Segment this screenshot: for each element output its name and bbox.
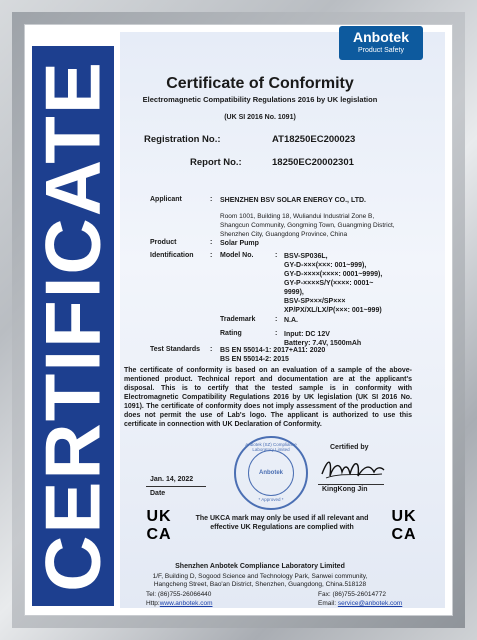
product-separator: : — [210, 239, 213, 246]
rating-label: Rating — [220, 330, 242, 337]
banner-text: CERTIFICATE — [28, 60, 117, 592]
seal-center-text: Anbotek — [259, 470, 283, 476]
seal-top-text: Anbotek (SZ) Compliance Laboratory Limited — [245, 442, 297, 452]
standards-separator: : — [210, 346, 213, 353]
anbotek-logo — [339, 26, 423, 60]
issue-date: Jan. 14, 2022 — [150, 476, 194, 483]
date-underline — [146, 486, 206, 487]
ukca-mark-bottom: CA — [391, 526, 417, 543]
website-link[interactable]: www.anbotek.com — [159, 600, 213, 607]
registration-value: AT18250EC200023 — [272, 134, 356, 145]
lab-fax: Fax: (86)755-26014772 — [318, 591, 386, 598]
email-link[interactable]: service@anbotek.com — [337, 600, 403, 607]
model-line-2: GY-D-×××(×××: 001~999), — [284, 262, 367, 269]
standards-label: Test Standards — [150, 346, 201, 353]
applicant-name: SHENZHEN BSV SOLAR ENERGY CO., LTD. — [220, 197, 366, 204]
legislation-reference: (UK SI 2016 No. 1091) — [224, 114, 296, 121]
trademark-separator: : — [275, 316, 278, 323]
lab-telephone: Tel: (86)755-26066440 — [146, 591, 212, 598]
identification-label: Identification — [150, 252, 194, 259]
rating-line-1: Input: DC 12V — [284, 331, 330, 338]
laboratory-seal — [234, 436, 308, 510]
certified-by-label: Certified by — [330, 444, 369, 451]
ukca-mark-top: UK — [146, 508, 172, 525]
rating-separator: : — [275, 330, 278, 337]
signature-image — [318, 454, 388, 482]
signature-line — [318, 484, 384, 485]
ukca-mark-bottom: CA — [146, 526, 172, 543]
trademark-label: Trademark — [220, 316, 256, 323]
seal-inner-ring — [248, 450, 294, 496]
applicant-separator: : — [210, 196, 213, 203]
certificate-subtitle: Electromagnetic Compatibility Regulations 2016 by UK legislation — [142, 95, 378, 104]
lab-email — [318, 600, 402, 607]
applicant-label: Applicant — [150, 196, 182, 203]
email-label: Email: — [318, 600, 337, 607]
ukca-mark-top: UK — [391, 508, 417, 525]
model-line-1: BSV-SP036L, — [284, 253, 328, 260]
ukca-statement: The UKCA mark may only be used if all relevant and effective UK Regulations are complied with — [195, 515, 369, 531]
logo-tagline: Product Safety — [358, 47, 404, 54]
applicant-address-2: Shangcun Community, Gongming Town, Guangming District, — [220, 222, 395, 229]
model-line-7: XP/PX/XL/LX/P(×××: 001~999) — [284, 307, 382, 314]
identification-separator: : — [210, 252, 213, 259]
model-line-3: GY-D-××××(××××: 0001~9999), — [284, 271, 383, 278]
website-label: Http: — [146, 600, 160, 607]
conformity-statement: The certificate of conformity is based on an evaluation of a sample of the above-mentioned product. Technical report and documentation are at the applicant's disposal. This is to certify that the tested sample is in conformity with Electromagnetic Compatibility Regulations 2016 by UK legislation (UK SI 2016 No. 1091). The certificate of conformity does not imply assessment of the production and does not permit the use of Lab's logo. The applicant is authorized to use this certificate in connection with UK Declaration of Conformity. — [124, 367, 412, 428]
model-line-6: BSV-SP×××/SP××× — [284, 298, 346, 305]
logo-name: Anbotek — [353, 29, 409, 45]
certificate-title: Certificate of Conformity — [166, 75, 354, 92]
address-line-1: 1/F, Building D, Sogood Science and Technology Park, Sanwei community, — [152, 573, 368, 580]
applicant-address-3: Shenzhen City, Guangdong Province, China — [220, 231, 348, 238]
model-line-5: 9999), — [284, 289, 304, 296]
trademark-value: N.A. — [284, 317, 298, 324]
product-value: Solar Pump — [220, 240, 259, 247]
model-label: Model No. — [220, 252, 254, 259]
product-label: Product — [150, 239, 177, 246]
standard-line-1: BS EN 55014-1: 2017+A11: 2020 — [220, 347, 326, 354]
model-separator: : — [275, 252, 278, 259]
model-line-4: GY-P-××××S/Y(××××: 0001~ — [284, 280, 374, 287]
certificate-side-banner — [28, 46, 117, 606]
standard-line-2: BS EN 55014-2: 2015 — [220, 356, 289, 363]
laboratory-address — [110, 573, 410, 589]
ukca-mark-right — [387, 508, 421, 548]
applicant-address-1: Room 1001, Building 18, Wuliandui Industrial Zone B, — [220, 213, 375, 220]
report-value: 18250EC20002301 — [272, 157, 354, 168]
ukca-mark-left — [142, 508, 176, 548]
laboratory-name: Shenzhen Anbotek Compliance Laboratory Limited — [175, 563, 345, 570]
rating-line-2: Battery: 7.4V, 1500mAh — [284, 340, 362, 347]
address-line-2: Hangcheng Street, Bao'an District, Shenzhen, Guangdong, China.518128 — [153, 581, 367, 588]
lab-website — [146, 600, 212, 607]
date-label: Date — [150, 490, 166, 497]
registration-label: Registration No.: — [144, 134, 221, 145]
report-label: Report No.: — [190, 157, 242, 168]
signatory-name: KingKong Jin — [322, 486, 368, 493]
seal-bottom-text: * Approved * — [258, 497, 284, 502]
